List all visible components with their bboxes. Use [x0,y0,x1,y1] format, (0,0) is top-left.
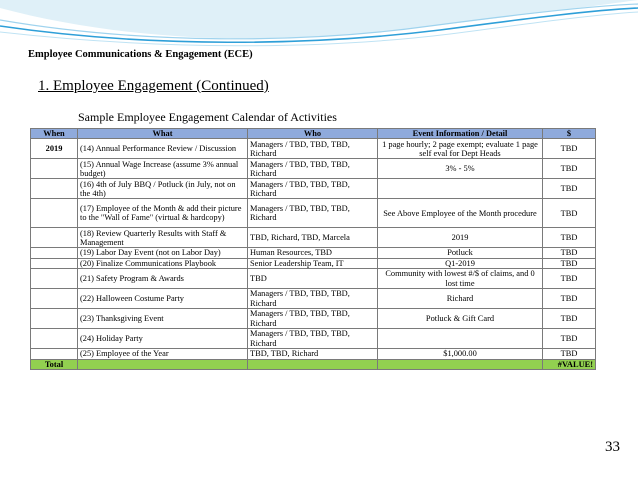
cell-who: Human Resources, TBD [248,248,378,258]
cell-cost: TBD [543,329,596,349]
cell-cost: TBD [543,269,596,289]
cell-when: 2019 [31,139,78,159]
cell-who: Managers / TBD, TBD, TBD, Richard [248,309,378,329]
cell-who: Managers / TBD, TBD, TBD, Richard [248,179,378,199]
cell-who: Managers / TBD, TBD, TBD, Richard [248,199,378,228]
cell-who: TBD, TBD, Richard [248,349,378,359]
cell-what: (15) Annual Wage Increase (assume 3% annual budget) [78,159,248,179]
cell-info: Q1-2019 [378,258,543,268]
total-blank-cell [248,359,378,369]
table-row [31,159,596,179]
cell-when [31,258,78,268]
cell-info: 3% - 5% [378,159,543,179]
cell-info: 2019 [378,228,543,248]
column-header-cost: $ [543,129,596,139]
total-label: Total [31,359,78,369]
cell-when [31,248,78,258]
table-row [31,269,596,289]
decorative-header-wave [0,0,638,52]
cell-info: 1 page hourly; 2 page exempt; evaluate 1 page self eval for Dept Heads [378,139,543,159]
cell-when [31,269,78,289]
table-row [31,329,596,349]
cell-what: (23) Thanksgiving Event [78,309,248,329]
cell-cost: TBD [543,309,596,329]
cell-cost: TBD [543,159,596,179]
cell-what: (14) Annual Performance Review / Discussion [78,139,248,159]
cell-info: Potluck [378,248,543,258]
cell-what: (18) Review Quarterly Results with Staff & Management [78,228,248,248]
total-blank-cell [378,359,543,369]
table-header-row [31,129,596,139]
engagement-calendar-table [30,128,596,370]
cell-cost: TBD [543,248,596,258]
cell-info: Community with lowest #/$ of claims, and 0 lost time [378,269,543,289]
table-row [31,228,596,248]
table-row [31,248,596,258]
cell-when [31,349,78,359]
cell-info: Potluck & Gift Card [378,309,543,329]
cell-info [378,179,543,199]
cell-who: TBD [248,269,378,289]
cell-when [31,289,78,309]
table-row [31,289,596,309]
table-row [31,258,596,268]
cell-what: (22) Halloween Costume Party [78,289,248,309]
table-row [31,349,596,359]
table-row [31,309,596,329]
cell-cost: TBD [543,179,596,199]
total-blank-cell [78,359,248,369]
table-total-row [31,359,596,369]
cell-when [31,179,78,199]
cell-who: Managers / TBD, TBD, TBD, Richard [248,289,378,309]
cell-what: (21) Safety Program & Awards [78,269,248,289]
cell-who: Managers / TBD, TBD, TBD, Richard [248,139,378,159]
cell-when [31,309,78,329]
cell-when [31,228,78,248]
cell-cost: TBD [543,349,596,359]
cell-what: (16) 4th of July BBQ / Potluck (in July, not on the 4th) [78,179,248,199]
cell-info: Richard [378,289,543,309]
cell-when [31,329,78,349]
cell-what: (17) Employee of the Month & add their picture to the "Wall of Fame" (virtual & hardcopy) [78,199,248,228]
cell-what: (20) Finalize Communications Playbook [78,258,248,268]
cell-info [378,329,543,349]
column-header-info: Event Information / Detail [378,129,543,139]
column-header-when: When [31,129,78,139]
org-title: Employee Communications & Engagement (ECE) [28,49,253,60]
cell-who: Senior Leadership Team, IT [248,258,378,268]
cell-who: Managers / TBD, TBD, TBD, Richard [248,329,378,349]
cell-what: (24) Holiday Party [78,329,248,349]
cell-who: TBD, Richard, TBD, Marcela [248,228,378,248]
section-title: 1. Employee Engagement (Continued) [38,78,269,94]
cell-what: (19) Labor Day Event (not on Labor Day) [78,248,248,258]
cell-when [31,159,78,179]
cell-cost: TBD [543,199,596,228]
column-header-who: Who [248,129,378,139]
cell-what: (25) Employee of the Year [78,349,248,359]
column-header-what: What [78,129,248,139]
table-subtitle: Sample Employee Engagement Calendar of Activities [78,110,337,124]
table-row [31,139,596,159]
table-row [31,179,596,199]
cell-cost: TBD [543,228,596,248]
cell-info: $1,000.00 [378,349,543,359]
cell-cost: TBD [543,289,596,309]
cell-cost: TBD [543,258,596,268]
page-number: 33 [605,439,620,455]
cell-who: Managers / TBD, TBD, TBD, Richard [248,159,378,179]
total-value: #VALUE! [543,359,596,369]
cell-when [31,199,78,228]
cell-cost: TBD [543,139,596,159]
table-row [31,199,596,228]
cell-info: See Above Employee of the Month procedure [378,199,543,228]
